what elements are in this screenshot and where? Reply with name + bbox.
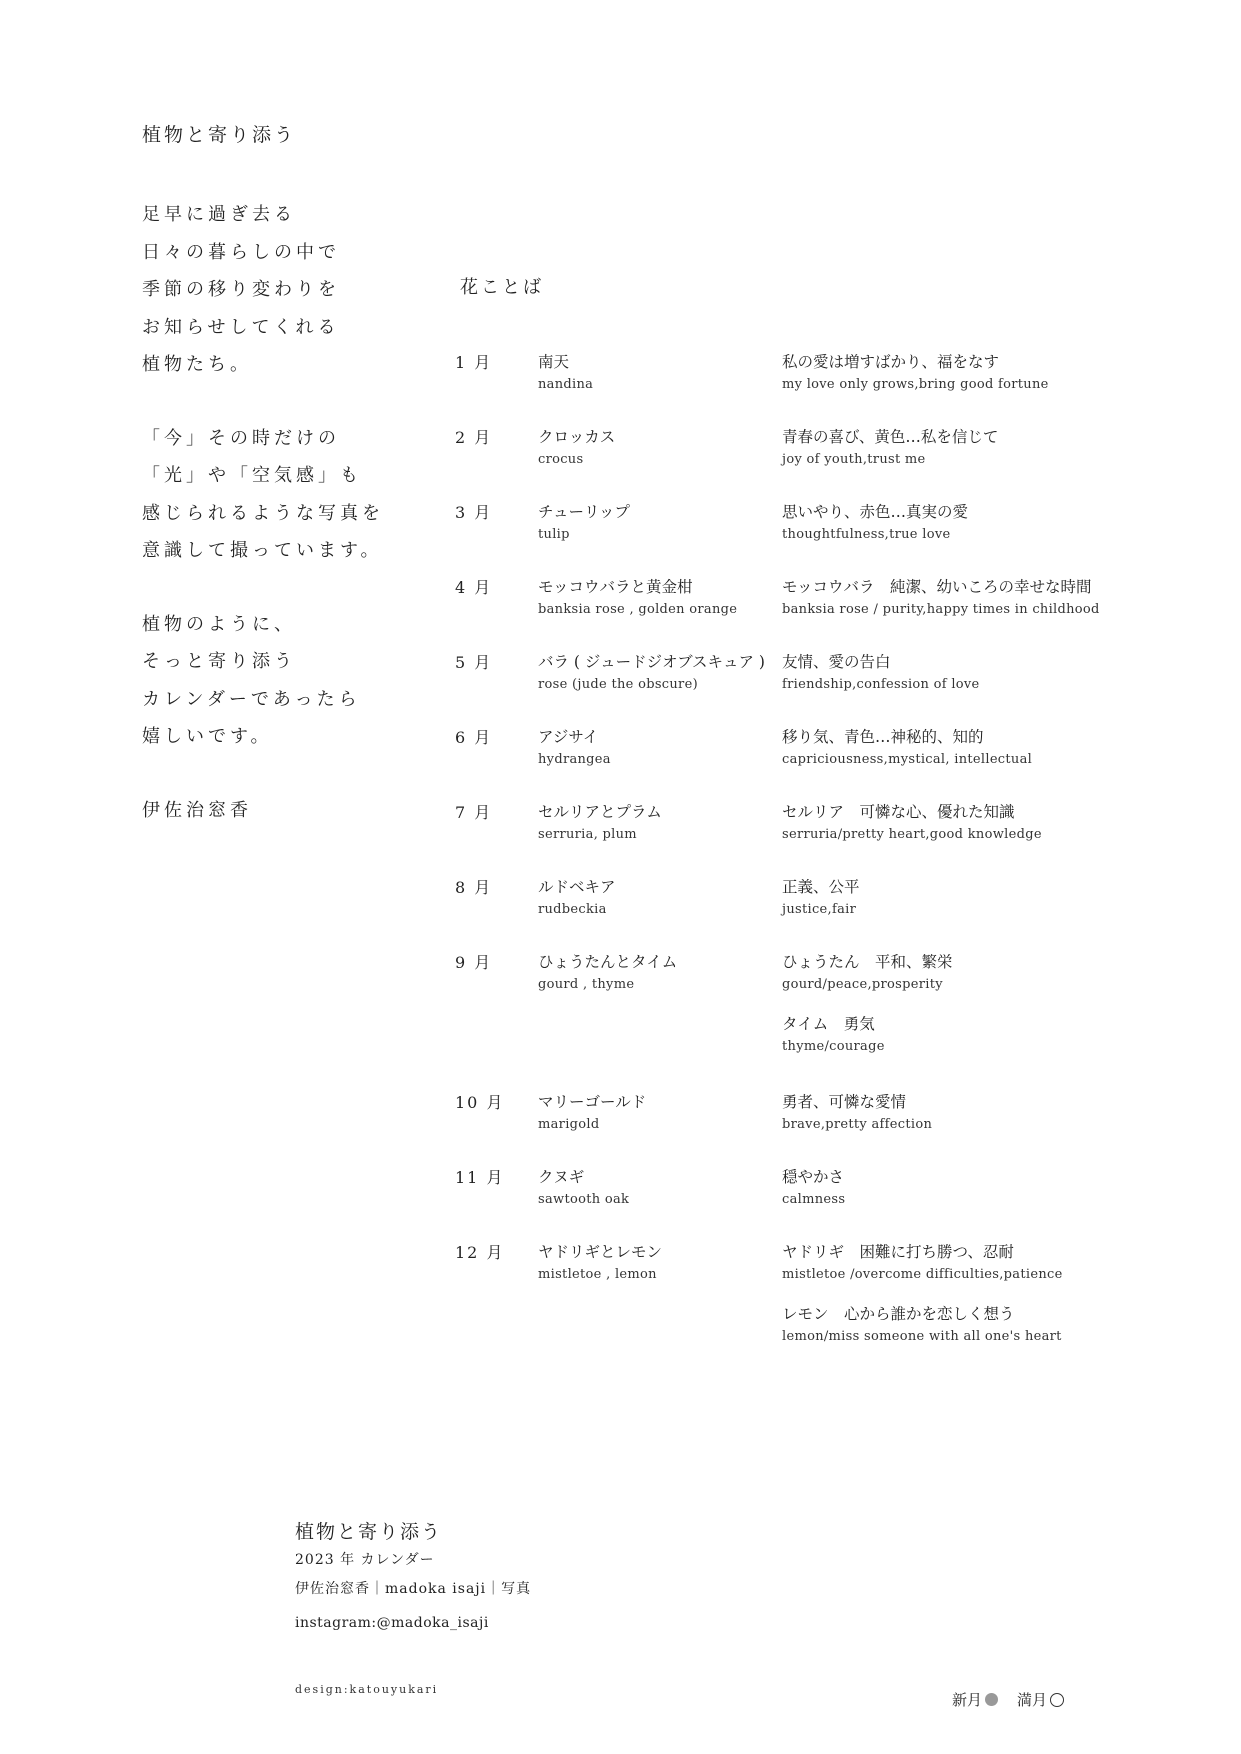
plant-name <box>538 350 593 396</box>
meaning-ja: ヤドリギ 困難に打ち勝つ、忍耐 <box>782 1243 1014 1261</box>
plant-name <box>538 575 737 621</box>
flower-language-title: 花ことば <box>460 277 544 298</box>
flower-row <box>455 500 1155 575</box>
poem-line: 季節の移り変わりを <box>142 279 340 300</box>
plant-name-ja: クロッカス <box>538 428 616 446</box>
meaning-column <box>782 1165 845 1227</box>
flower-row <box>455 950 1155 1090</box>
plant-name-en: banksia rose , golden orange <box>538 602 738 617</box>
meaning-block <box>782 425 998 471</box>
plant-name-ja: クヌギ <box>538 1168 585 1186</box>
flower-row <box>455 350 1155 425</box>
plant-name-en: nandina <box>538 377 594 392</box>
meaning-en: serruria/pretty heart,good knowledge <box>782 827 1042 842</box>
meaning-en: thyme/courage <box>782 1039 885 1054</box>
plant-name-en: mistletoe , lemon <box>538 1267 657 1282</box>
plant-name-en: sawtooth oak <box>538 1192 630 1207</box>
meaning-block <box>782 500 968 546</box>
month-label: 12 月 <box>455 1243 505 1262</box>
month-label: 10 月 <box>455 1093 505 1112</box>
footer-instagram: instagram:@madoka_isaji <box>295 1615 489 1631</box>
meaning-ja: 勇者、可憐な愛情 <box>782 1093 907 1111</box>
poem-line: 植物たち。 <box>142 354 252 375</box>
plant-name-en: marigold <box>538 1117 600 1132</box>
poem-line: カレンダーであったら <box>142 688 361 710</box>
meaning-ja: 穏やかさ <box>782 1168 845 1186</box>
meaning-column <box>782 575 1100 637</box>
poem-line: 意識して撮っています。 <box>142 540 383 561</box>
poem-stanza <box>142 606 384 756</box>
meaning-block <box>782 725 1032 771</box>
meaning-ja: 私の愛は増すばかり、福をなす <box>782 353 1000 371</box>
plant-name-ja: バラ ( ジュードジオブスキュア ) <box>538 653 765 671</box>
moon-new-label: 新月 <box>952 1691 983 1709</box>
plant-name <box>538 875 616 921</box>
plant-name-ja: ヤドリギとレモン <box>538 1243 663 1261</box>
poem-body <box>142 196 384 829</box>
poem-line: お知らせしてくれる <box>142 316 340 338</box>
plant-name-en: rudbeckia <box>538 902 607 917</box>
footer-design-credit: design:katouyukari <box>295 1683 439 1696</box>
plant-name-ja: ひょうたんとタイム <box>538 953 678 971</box>
poem-line: 嬉しいです。 <box>142 726 273 747</box>
poem-title: 植物と寄り添う <box>142 124 297 146</box>
plant-name <box>538 1240 662 1286</box>
month-label: 11 月 <box>455 1168 505 1187</box>
plant-name <box>538 725 611 771</box>
plant-name <box>538 1165 629 1211</box>
flower-row <box>455 800 1155 875</box>
meaning-column <box>782 500 968 562</box>
plant-name-ja: アジサイ <box>538 728 599 746</box>
plant-name-ja: セルリアとプラム <box>538 803 662 821</box>
month-label: 2 月 <box>455 428 493 447</box>
meaning-ja: レモン 心から誰かを恋しく想う <box>782 1305 1015 1323</box>
flower-row <box>455 575 1155 650</box>
poem-stanza <box>142 196 384 384</box>
poem-line: 感じられるような写真を <box>142 502 384 524</box>
month-label: 5 月 <box>455 653 493 672</box>
plant-name <box>538 500 630 546</box>
month-label: 3 月 <box>455 503 493 522</box>
meaning-block <box>782 1012 953 1058</box>
plant-name-en: crocus <box>538 452 584 467</box>
plant-name <box>538 1090 646 1136</box>
meaning-en: thoughtfulness,true love <box>782 527 951 542</box>
meaning-en: banksia rose / purity,happy times in childhood <box>782 602 1100 617</box>
plant-name <box>538 950 677 996</box>
poem-line: 足早に過ぎ去る <box>142 204 296 225</box>
meaning-en: lemon/miss someone with all one's heart <box>782 1329 1062 1344</box>
new-moon-icon <box>985 1693 998 1706</box>
plant-name-ja: 南天 <box>538 353 570 371</box>
meaning-block <box>782 1090 932 1136</box>
meaning-en: calmness <box>782 1192 846 1207</box>
meaning-en: joy of youth,trust me <box>782 452 926 467</box>
meaning-ja: タイム 勇気 <box>782 1015 875 1033</box>
month-label: 4 月 <box>455 578 493 597</box>
month-label: 8 月 <box>455 878 493 897</box>
meaning-en: mistletoe /overcome difficulties,patience <box>782 1267 1063 1282</box>
meaning-block <box>782 1165 845 1211</box>
moon-legend-full <box>1017 1689 1064 1710</box>
flower-row <box>455 425 1155 500</box>
poem-line: 日々の暮らしの中で <box>142 241 340 263</box>
month-label: 1 月 <box>455 353 493 372</box>
plant-name-ja: ルドベキア <box>538 878 616 896</box>
meaning-column <box>782 350 1049 412</box>
flower-language-table <box>455 350 1155 1380</box>
meaning-ja: 移り気、青色…神秘的、知的 <box>782 728 984 746</box>
meaning-ja: 青春の喜び、黄色…私を信じて <box>782 428 999 446</box>
meaning-column <box>782 725 1032 787</box>
meaning-column <box>782 950 953 1074</box>
plant-name-ja: マリーゴールド <box>538 1093 647 1111</box>
plant-name-en: rose (jude the obscure) <box>538 677 698 692</box>
meaning-block <box>782 1302 1063 1348</box>
meaning-ja: 正義、公平 <box>782 878 860 896</box>
meaning-column <box>782 650 980 712</box>
meaning-en: my love only grows,bring good fortune <box>782 377 1049 392</box>
footer-title: 植物と寄り添う <box>295 1521 443 1543</box>
flower-row <box>455 1240 1155 1380</box>
poem-line: 「今」その時だけの <box>142 427 340 449</box>
plant-name <box>538 800 662 846</box>
plant-name-en: hydrangea <box>538 752 611 767</box>
month-label: 9 月 <box>455 953 493 972</box>
meaning-block <box>782 800 1042 846</box>
meaning-en: brave,pretty affection <box>782 1117 933 1132</box>
meaning-block <box>782 1240 1063 1286</box>
meaning-ja: 友情、愛の告白 <box>782 653 891 671</box>
poem-line: そっと寄り添う <box>142 651 296 672</box>
meaning-column <box>782 1090 932 1152</box>
plant-name-en: tulip <box>538 527 570 542</box>
full-moon-icon <box>1050 1693 1064 1707</box>
flower-row <box>455 1090 1155 1165</box>
flower-row <box>455 725 1155 800</box>
meaning-ja: ひょうたん 平和、繁栄 <box>782 953 953 971</box>
footer-credit-line: 伊佐治窓香｜madoka isaji｜写真 <box>295 1581 532 1597</box>
meaning-en: friendship,confession of love <box>782 677 980 692</box>
plant-name-ja: モッコウバラと黄金柑 <box>538 578 693 596</box>
meaning-column <box>782 1240 1063 1364</box>
poem-stanza <box>142 420 384 570</box>
meaning-ja: 思いやり、赤色…真実の愛 <box>782 503 969 521</box>
plant-name <box>538 425 615 471</box>
plant-name <box>538 650 765 696</box>
poem-author: 伊佐治窓香 <box>142 799 252 821</box>
poem-line: 「光」や「空気感」も <box>142 465 362 486</box>
flower-row <box>455 650 1155 725</box>
meaning-en: capriciousness,mystical, intellectual <box>782 752 1033 767</box>
moon-legend-new <box>952 1689 998 1710</box>
meaning-block <box>782 350 1049 396</box>
plant-name-ja: チューリップ <box>538 503 630 521</box>
flower-row <box>455 1165 1155 1240</box>
meaning-block <box>782 950 953 996</box>
meaning-block <box>782 575 1100 621</box>
meaning-block <box>782 650 980 696</box>
footer-year-line: 2023 年 カレンダー <box>295 1552 435 1568</box>
flower-row <box>455 875 1155 950</box>
meaning-column <box>782 425 998 487</box>
month-label: 7 月 <box>455 803 493 822</box>
poem-line: 植物のように、 <box>142 613 296 635</box>
plant-name-en: serruria, plum <box>538 827 637 842</box>
month-label: 6 月 <box>455 728 493 747</box>
meaning-en: gourd/peace,prosperity <box>782 977 943 992</box>
moon-full-label: 満月 <box>1017 1691 1048 1709</box>
meaning-ja: モッコウバラ 純潔、幼いころの幸せな時間 <box>782 578 1092 596</box>
meaning-column <box>782 875 860 937</box>
plant-name-en: gourd , thyme <box>538 977 635 992</box>
meaning-column <box>782 800 1042 862</box>
meaning-block <box>782 875 860 921</box>
meaning-en: justice,fair <box>782 902 857 917</box>
meaning-ja: セルリア 可憐な心、優れた知識 <box>782 803 1015 821</box>
